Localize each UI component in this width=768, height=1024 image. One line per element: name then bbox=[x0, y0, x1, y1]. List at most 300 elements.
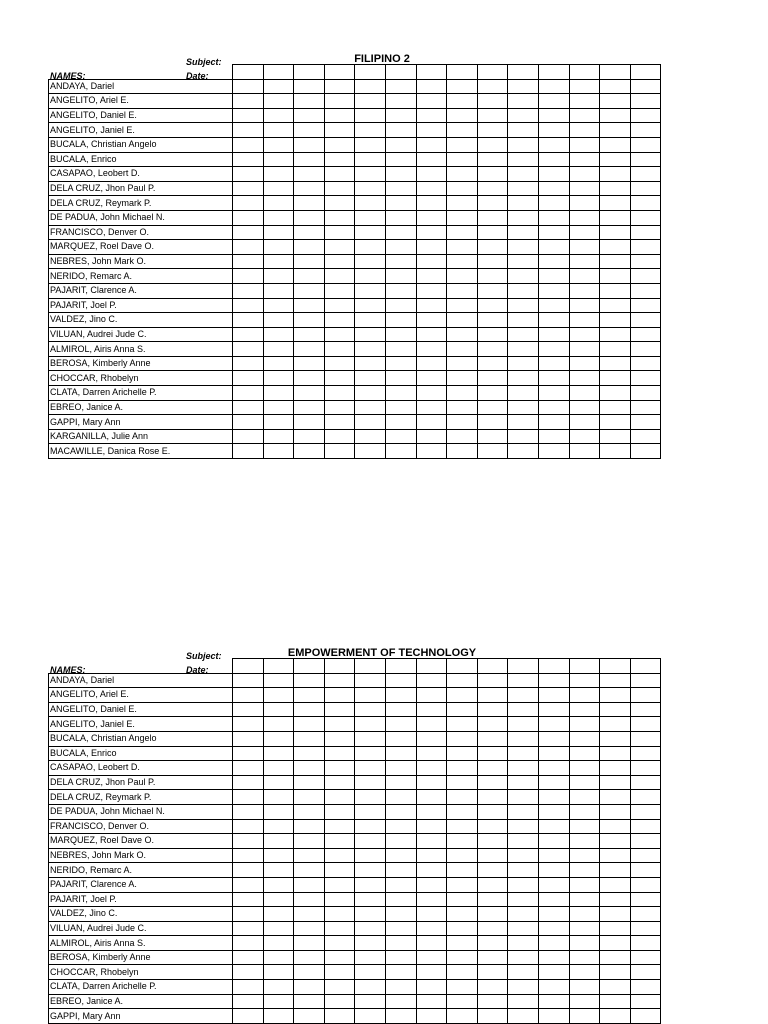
student-row bbox=[49, 907, 661, 922]
attendance-cell bbox=[630, 877, 661, 892]
attendance-cell bbox=[538, 269, 569, 284]
attendance-cell bbox=[324, 877, 355, 892]
attendance-cell bbox=[630, 108, 661, 123]
attendance-cell bbox=[600, 298, 631, 313]
attendance-cell bbox=[477, 79, 508, 94]
attendance-cell bbox=[538, 386, 569, 401]
attendance-cell bbox=[630, 283, 661, 298]
attendance-cell bbox=[385, 819, 416, 834]
attendance-cell bbox=[477, 327, 508, 342]
attendance-cell bbox=[447, 980, 478, 995]
attendance-cell bbox=[324, 863, 355, 878]
attendance-cell bbox=[538, 834, 569, 849]
student-row bbox=[49, 921, 661, 936]
attendance-cell bbox=[630, 152, 661, 167]
attendance-cell bbox=[294, 936, 325, 951]
attendance-cell bbox=[600, 152, 631, 167]
attendance-cell bbox=[630, 936, 661, 951]
date-cell bbox=[538, 659, 569, 674]
attendance-cell bbox=[263, 980, 294, 995]
attendance-cell bbox=[538, 313, 569, 328]
attendance-cell bbox=[233, 950, 264, 965]
attendance-cell bbox=[477, 790, 508, 805]
attendance-cell bbox=[324, 356, 355, 371]
student-row bbox=[49, 863, 661, 878]
attendance-cell bbox=[324, 210, 355, 225]
student-name-text: MACAWILLE, Danica Rose E. bbox=[50, 445, 171, 456]
student-name-text: DELA CRUZ, Jhon Paul P. bbox=[50, 183, 156, 194]
attendance-cell bbox=[538, 79, 569, 94]
attendance-cell bbox=[538, 108, 569, 123]
attendance-cell bbox=[294, 356, 325, 371]
attendance-cell bbox=[508, 1009, 539, 1024]
date-cell bbox=[569, 659, 600, 674]
attendance-cell bbox=[630, 834, 661, 849]
attendance-cell bbox=[569, 980, 600, 995]
student-name-text: ANDAYA, Dariel bbox=[50, 80, 115, 91]
attendance-cell bbox=[294, 965, 325, 980]
attendance-cell bbox=[355, 907, 386, 922]
student-name bbox=[49, 429, 233, 444]
attendance-cell bbox=[508, 980, 539, 995]
attendance-cell bbox=[233, 371, 264, 386]
attendance-cell bbox=[355, 371, 386, 386]
attendance-cell bbox=[477, 775, 508, 790]
attendance-cell bbox=[538, 863, 569, 878]
attendance-cell bbox=[416, 761, 447, 776]
student-name-text: CLATA, Darren Arichelle P. bbox=[50, 981, 157, 992]
date-cell bbox=[477, 659, 508, 674]
attendance-cell bbox=[385, 863, 416, 878]
attendance-cell bbox=[569, 152, 600, 167]
attendance-cell bbox=[233, 936, 264, 951]
attendance-cell bbox=[630, 94, 661, 109]
header-name-cell bbox=[49, 659, 233, 674]
attendance-cell bbox=[385, 717, 416, 732]
attendance-cell bbox=[385, 980, 416, 995]
attendance-cell bbox=[600, 386, 631, 401]
attendance-cell bbox=[447, 415, 478, 430]
student-name bbox=[49, 804, 233, 819]
attendance-cell bbox=[569, 994, 600, 1009]
attendance-cell bbox=[355, 327, 386, 342]
attendance-cell bbox=[477, 181, 508, 196]
student-name-text: VALDEZ, Jino C. bbox=[50, 314, 118, 325]
attendance-cell bbox=[600, 921, 631, 936]
attendance-cell bbox=[233, 673, 264, 688]
attendance-cell bbox=[324, 137, 355, 152]
attendance-cell bbox=[294, 283, 325, 298]
attendance-cell bbox=[447, 994, 478, 1009]
attendance-cell bbox=[355, 240, 386, 255]
attendance-cell bbox=[355, 167, 386, 182]
attendance-cell bbox=[538, 761, 569, 776]
attendance-cell bbox=[355, 181, 386, 196]
attendance-cell bbox=[508, 688, 539, 703]
attendance-cell bbox=[416, 210, 447, 225]
attendance-cell bbox=[630, 717, 661, 732]
attendance-cell bbox=[324, 327, 355, 342]
attendance-cell bbox=[477, 761, 508, 776]
attendance-cell bbox=[416, 921, 447, 936]
attendance-cell bbox=[630, 892, 661, 907]
student-row bbox=[49, 673, 661, 688]
attendance-cell bbox=[385, 994, 416, 1009]
attendance-cell bbox=[385, 79, 416, 94]
attendance-cell bbox=[447, 761, 478, 776]
attendance-cell bbox=[294, 167, 325, 182]
attendance-cell bbox=[324, 834, 355, 849]
attendance-cell bbox=[538, 123, 569, 138]
attendance-cell bbox=[294, 313, 325, 328]
attendance-cell bbox=[416, 965, 447, 980]
student-row bbox=[49, 386, 661, 401]
attendance-cell bbox=[355, 400, 386, 415]
attendance-cell bbox=[477, 429, 508, 444]
attendance-cell bbox=[569, 181, 600, 196]
attendance-cell bbox=[385, 342, 416, 357]
attendance-cell bbox=[508, 892, 539, 907]
attendance-cell bbox=[508, 254, 539, 269]
student-row bbox=[49, 283, 661, 298]
attendance-cell bbox=[538, 892, 569, 907]
student-name-text: VILUAN, Audrei Jude C. bbox=[50, 922, 147, 933]
attendance-cell bbox=[263, 761, 294, 776]
attendance-cell bbox=[569, 673, 600, 688]
attendance-cell bbox=[294, 819, 325, 834]
attendance-cell bbox=[324, 94, 355, 109]
attendance-cell bbox=[324, 950, 355, 965]
attendance-cell bbox=[233, 108, 264, 123]
student-name bbox=[49, 1009, 233, 1024]
attendance-cell bbox=[600, 356, 631, 371]
attendance-cell bbox=[630, 863, 661, 878]
student-name-text: BUCALA, Enrico bbox=[50, 153, 117, 164]
attendance-cell bbox=[477, 196, 508, 211]
attendance-cell bbox=[294, 834, 325, 849]
attendance-cell bbox=[385, 225, 416, 240]
attendance-cell bbox=[569, 210, 600, 225]
attendance-cell bbox=[324, 790, 355, 805]
attendance-cell bbox=[324, 1009, 355, 1024]
attendance-cell bbox=[569, 123, 600, 138]
names-label: NAMES: bbox=[50, 665, 86, 675]
attendance-cell bbox=[447, 936, 478, 951]
attendance-cell bbox=[233, 283, 264, 298]
attendance-cell bbox=[416, 892, 447, 907]
attendance-cell bbox=[600, 775, 631, 790]
attendance-cell bbox=[569, 688, 600, 703]
student-name-text: NEBRES, John Mark O. bbox=[50, 850, 147, 861]
attendance-cell bbox=[416, 108, 447, 123]
student-name bbox=[49, 688, 233, 703]
attendance-cell bbox=[630, 980, 661, 995]
attendance-cell bbox=[477, 688, 508, 703]
attendance-cell bbox=[477, 152, 508, 167]
attendance-cell bbox=[233, 444, 264, 459]
attendance-cell bbox=[569, 371, 600, 386]
student-name-text: ANGELITO, Ariel E. bbox=[50, 689, 129, 700]
attendance-cell bbox=[508, 921, 539, 936]
attendance-cell bbox=[416, 863, 447, 878]
attendance-cell bbox=[385, 892, 416, 907]
attendance-cell bbox=[569, 313, 600, 328]
attendance-cell bbox=[385, 254, 416, 269]
attendance-cell bbox=[538, 254, 569, 269]
attendance-cell bbox=[294, 731, 325, 746]
student-name bbox=[49, 775, 233, 790]
attendance-cell bbox=[538, 400, 569, 415]
attendance-cell bbox=[263, 688, 294, 703]
date-cell bbox=[385, 659, 416, 674]
attendance-cell bbox=[324, 313, 355, 328]
attendance-cell bbox=[355, 356, 386, 371]
attendance-cell bbox=[416, 415, 447, 430]
attendance-cell bbox=[477, 167, 508, 182]
student-name bbox=[49, 79, 233, 94]
student-name-text: PAJARIT, Joel P. bbox=[50, 893, 117, 904]
attendance-cell bbox=[630, 921, 661, 936]
date-cell bbox=[416, 659, 447, 674]
attendance-cell bbox=[447, 819, 478, 834]
attendance-cell bbox=[508, 429, 539, 444]
attendance-cell bbox=[233, 167, 264, 182]
student-row bbox=[49, 240, 661, 255]
attendance-cell bbox=[538, 731, 569, 746]
attendance-cell bbox=[508, 327, 539, 342]
attendance-cell bbox=[538, 167, 569, 182]
student-name bbox=[49, 240, 233, 255]
attendance-cell bbox=[324, 429, 355, 444]
attendance-cell bbox=[447, 79, 478, 94]
student-name-text: BUCALA, Christian Angelo bbox=[50, 733, 157, 744]
attendance-cell bbox=[233, 834, 264, 849]
attendance-cell bbox=[355, 848, 386, 863]
attendance-cell bbox=[385, 196, 416, 211]
attendance-cell bbox=[447, 848, 478, 863]
attendance-cell bbox=[630, 444, 661, 459]
attendance-cell bbox=[355, 298, 386, 313]
date-cell bbox=[324, 659, 355, 674]
attendance-cell bbox=[447, 892, 478, 907]
student-row bbox=[49, 152, 661, 167]
student-row bbox=[49, 167, 661, 182]
attendance-cell bbox=[569, 137, 600, 152]
attendance-cell bbox=[294, 386, 325, 401]
attendance-cell bbox=[233, 921, 264, 936]
attendance-cell bbox=[477, 342, 508, 357]
attendance-cell bbox=[355, 921, 386, 936]
attendance-cell bbox=[630, 327, 661, 342]
attendance-cell bbox=[508, 731, 539, 746]
attendance-cell bbox=[416, 167, 447, 182]
date-cell bbox=[630, 65, 661, 80]
attendance-cell bbox=[355, 819, 386, 834]
attendance-cell bbox=[538, 702, 569, 717]
attendance-cell bbox=[263, 313, 294, 328]
student-name-text: DELA CRUZ, Reymark P. bbox=[50, 791, 152, 802]
attendance-cell bbox=[447, 702, 478, 717]
student-name bbox=[49, 356, 233, 371]
attendance-cell bbox=[630, 994, 661, 1009]
student-name bbox=[49, 152, 233, 167]
sheet-title: FILIPINO 2 bbox=[354, 53, 410, 65]
attendance-cell bbox=[294, 775, 325, 790]
attendance-cell bbox=[630, 313, 661, 328]
attendance-cell bbox=[569, 79, 600, 94]
attendance-cell bbox=[355, 746, 386, 761]
attendance-cell bbox=[263, 152, 294, 167]
attendance-cell bbox=[263, 994, 294, 1009]
attendance-cell bbox=[569, 819, 600, 834]
attendance-cell bbox=[538, 371, 569, 386]
attendance-cell bbox=[324, 298, 355, 313]
attendance-cell bbox=[324, 181, 355, 196]
attendance-cell bbox=[324, 254, 355, 269]
student-name bbox=[49, 196, 233, 211]
student-name-text: BUCALA, Christian Angelo bbox=[50, 139, 157, 150]
attendance-cell bbox=[600, 108, 631, 123]
attendance-cell bbox=[447, 283, 478, 298]
date-cell bbox=[630, 659, 661, 674]
date-cell bbox=[233, 659, 264, 674]
attendance-cell bbox=[385, 152, 416, 167]
attendance-cell bbox=[600, 444, 631, 459]
attendance-cell bbox=[630, 761, 661, 776]
student-name-text: CLATA, Darren Arichelle P. bbox=[50, 387, 157, 398]
student-name bbox=[49, 444, 233, 459]
attendance-cell bbox=[447, 921, 478, 936]
attendance-cell bbox=[630, 167, 661, 182]
student-name bbox=[49, 137, 233, 152]
attendance-cell bbox=[385, 731, 416, 746]
attendance-cell bbox=[477, 313, 508, 328]
attendance-cell bbox=[538, 342, 569, 357]
attendance-cell bbox=[569, 356, 600, 371]
attendance-cell bbox=[447, 863, 478, 878]
date-header-row bbox=[49, 659, 661, 674]
attendance-cell bbox=[233, 790, 264, 805]
attendance-cell bbox=[477, 673, 508, 688]
attendance-cell bbox=[294, 980, 325, 995]
attendance-cell bbox=[508, 994, 539, 1009]
student-name bbox=[49, 965, 233, 980]
attendance-cell bbox=[416, 327, 447, 342]
attendance-cell bbox=[263, 746, 294, 761]
attendance-cell bbox=[385, 1009, 416, 1024]
student-name bbox=[49, 921, 233, 936]
attendance-cell bbox=[569, 1009, 600, 1024]
student-name-text: GAPPI, Mary Ann bbox=[50, 1010, 121, 1021]
student-name-text: NEBRES, John Mark O. bbox=[50, 256, 147, 267]
attendance-cell bbox=[233, 269, 264, 284]
attendance-cell bbox=[416, 877, 447, 892]
attendance-cell bbox=[355, 342, 386, 357]
attendance-cell bbox=[508, 400, 539, 415]
attendance-cell bbox=[385, 746, 416, 761]
attendance-cell bbox=[508, 181, 539, 196]
student-row bbox=[49, 400, 661, 415]
attendance-cell bbox=[385, 269, 416, 284]
attendance-cell bbox=[600, 877, 631, 892]
student-name-text: NERIDO, Remarc A. bbox=[50, 270, 133, 281]
attendance-cell bbox=[569, 386, 600, 401]
attendance-cell bbox=[538, 444, 569, 459]
attendance-cell bbox=[477, 444, 508, 459]
attendance-cell bbox=[569, 283, 600, 298]
attendance-cell bbox=[385, 907, 416, 922]
attendance-cell bbox=[630, 950, 661, 965]
attendance-cell bbox=[355, 225, 386, 240]
attendance-cell bbox=[538, 1009, 569, 1024]
attendance-cell bbox=[630, 79, 661, 94]
attendance-cell bbox=[416, 950, 447, 965]
attendance-cell bbox=[233, 702, 264, 717]
attendance-cell bbox=[294, 225, 325, 240]
attendance-cell bbox=[508, 313, 539, 328]
attendance-cell bbox=[630, 196, 661, 211]
attendance-cell bbox=[447, 717, 478, 732]
attendance-cell bbox=[447, 371, 478, 386]
attendance-cell bbox=[538, 848, 569, 863]
attendance-cell bbox=[355, 123, 386, 138]
attendance-cell bbox=[355, 688, 386, 703]
attendance-cell bbox=[233, 819, 264, 834]
attendance-cell bbox=[447, 269, 478, 284]
attendance-cell bbox=[447, 152, 478, 167]
attendance-cell bbox=[233, 877, 264, 892]
attendance-cell bbox=[600, 313, 631, 328]
attendance-cell bbox=[385, 181, 416, 196]
sheet-title: EMPOWERMENT OF TECHNOLOGY bbox=[287, 647, 477, 659]
attendance-cell bbox=[447, 137, 478, 152]
attendance-cell bbox=[324, 994, 355, 1009]
attendance-cell bbox=[416, 269, 447, 284]
attendance-cell bbox=[355, 429, 386, 444]
attendance-cell bbox=[294, 94, 325, 109]
student-name bbox=[49, 181, 233, 196]
attendance-cell bbox=[416, 371, 447, 386]
student-name-text: BUCALA, Enrico bbox=[50, 747, 117, 758]
attendance-cell bbox=[477, 804, 508, 819]
attendance-cell bbox=[294, 746, 325, 761]
date-cell bbox=[508, 659, 539, 674]
attendance-cell bbox=[630, 240, 661, 255]
attendance-cell bbox=[263, 936, 294, 951]
attendance-cell bbox=[569, 240, 600, 255]
names-label: NAMES: bbox=[50, 71, 86, 81]
attendance-cell bbox=[416, 1009, 447, 1024]
attendance-cell bbox=[416, 790, 447, 805]
student-row bbox=[49, 94, 661, 109]
attendance-cell bbox=[263, 123, 294, 138]
attendance-cell bbox=[294, 123, 325, 138]
attendance-cell bbox=[630, 965, 661, 980]
attendance-cell bbox=[416, 196, 447, 211]
attendance-cell bbox=[324, 123, 355, 138]
student-name-text: BEROSA, Kimberly Anne bbox=[50, 358, 151, 369]
attendance-cell bbox=[385, 283, 416, 298]
attendance-cell bbox=[600, 848, 631, 863]
attendance-cell bbox=[447, 196, 478, 211]
attendance-cell bbox=[447, 746, 478, 761]
attendance-cell bbox=[263, 429, 294, 444]
attendance-cell bbox=[477, 123, 508, 138]
attendance-cell bbox=[600, 167, 631, 182]
attendance-cell bbox=[630, 371, 661, 386]
attendance-cell bbox=[447, 673, 478, 688]
attendance-cell bbox=[538, 137, 569, 152]
